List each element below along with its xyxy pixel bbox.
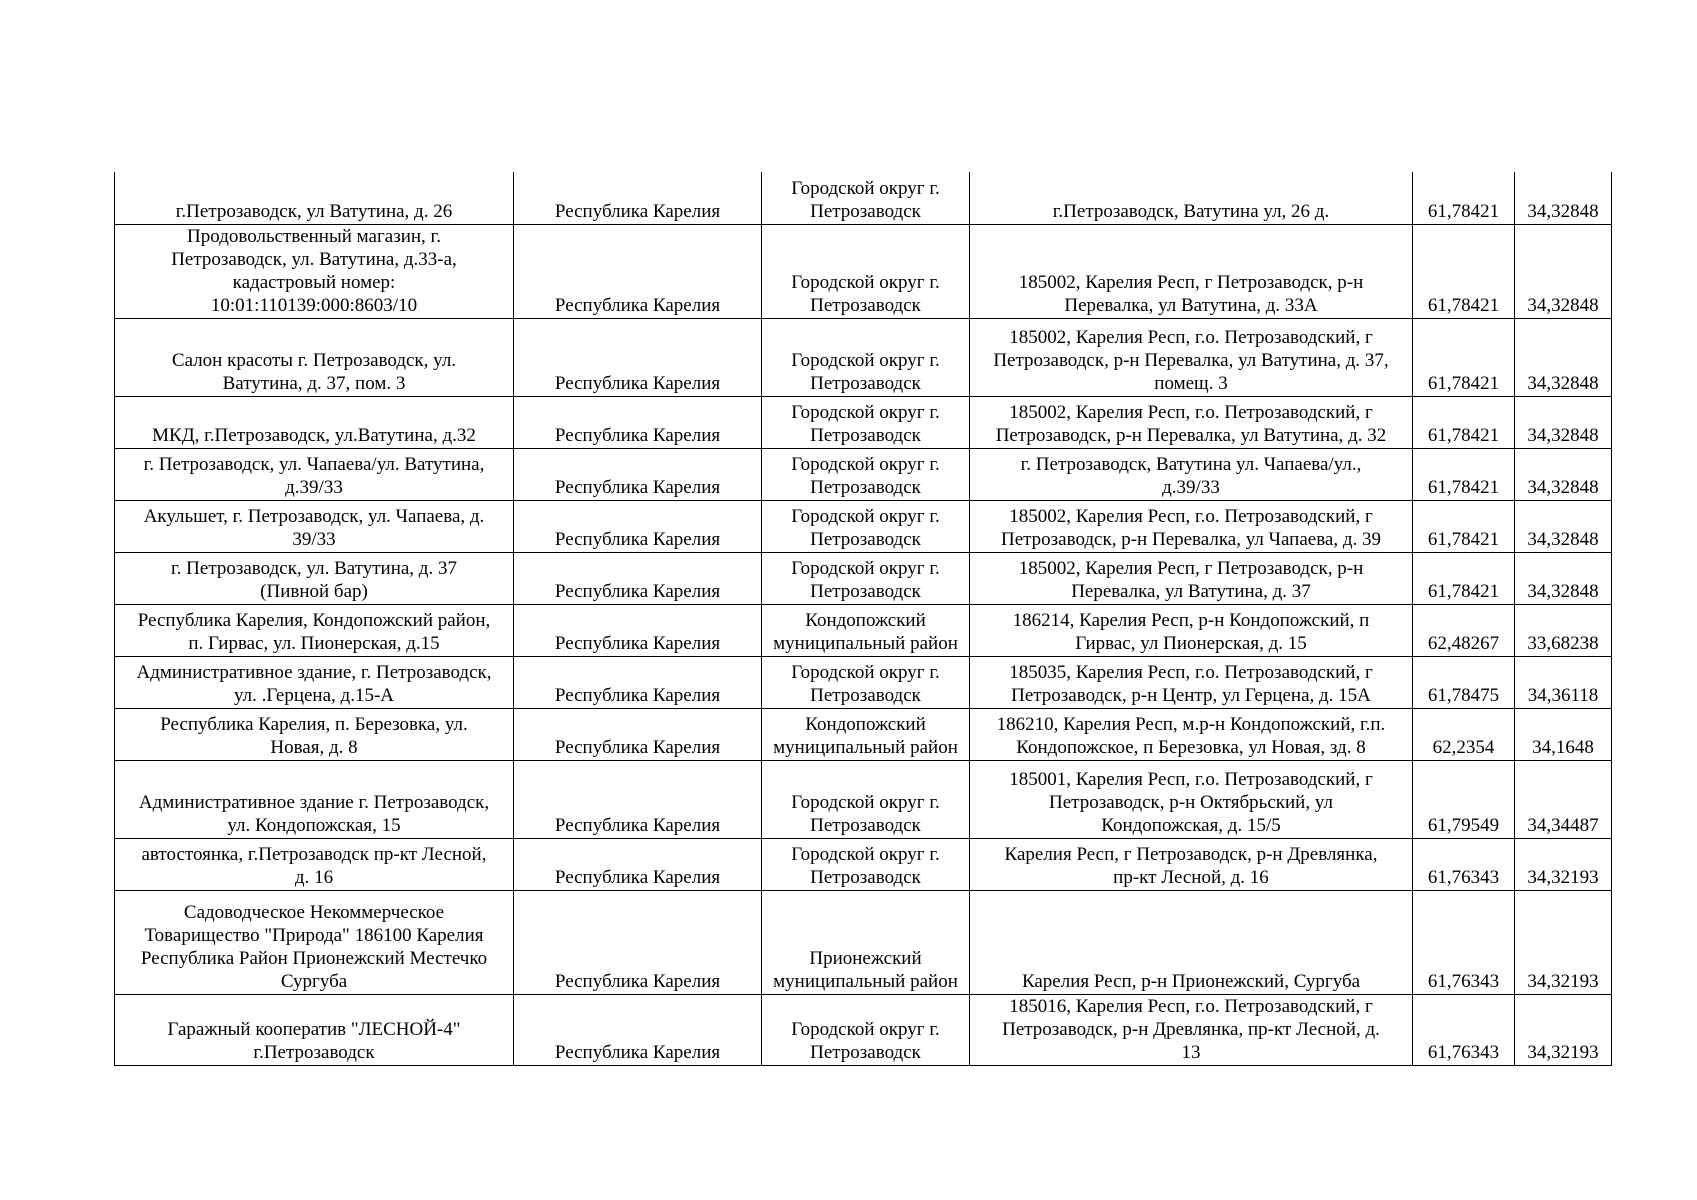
address-cell: Карелия Респ, г Петрозаводск, р-н Древлянка, пр-кт Лесной, д. 16 bbox=[970, 838, 1413, 890]
region-cell: Республика Карелия bbox=[514, 708, 762, 760]
latitude-cell: 61,78421 bbox=[1413, 172, 1515, 224]
table-row bbox=[115, 994, 1612, 1065]
region-cell: Республика Карелия bbox=[514, 656, 762, 708]
table-row bbox=[115, 500, 1612, 552]
region-cell: Республика Карелия bbox=[514, 552, 762, 604]
address-cell: 185002, Карелия Респ, г Петрозаводск, р-н Перевалка, ул Ватутина, д. 37 bbox=[970, 552, 1413, 604]
address-cell: 185002, Карелия Респ, г.о. Петрозаводский, г Петрозаводск, р-н Перевалка, ул Чапаева, д. 39 bbox=[970, 500, 1413, 552]
municipality-cell: Городской округ г. Петрозаводск bbox=[762, 500, 970, 552]
table-row bbox=[115, 552, 1612, 604]
latitude-cell: 61,78421 bbox=[1413, 552, 1515, 604]
municipality-cell: Городской округ г. Петрозаводск bbox=[762, 396, 970, 448]
longitude-cell: 34,32848 bbox=[1515, 172, 1612, 224]
table-row bbox=[115, 760, 1612, 838]
latitude-cell: 61,78475 bbox=[1413, 656, 1515, 708]
municipality-cell: Городской округ г. Петрозаводск bbox=[762, 224, 970, 318]
region-cell: Республика Карелия bbox=[514, 604, 762, 656]
latitude-cell: 61,78421 bbox=[1413, 318, 1515, 396]
latitude-cell: 61,78421 bbox=[1413, 500, 1515, 552]
table-row bbox=[115, 172, 1612, 224]
table-row bbox=[115, 890, 1612, 994]
municipality-cell: Городской округ г. Петрозаводск bbox=[762, 318, 970, 396]
address-cell: 185002, Карелия Респ, г.о. Петрозаводский, г Петрозаводск, р-н Перевалка, ул Ватутина, д. 37, помещ. 3 bbox=[970, 318, 1413, 396]
municipality-cell: Прионежский муниципальный район bbox=[762, 890, 970, 994]
region-cell: Республика Карелия bbox=[514, 448, 762, 500]
locations-table bbox=[114, 172, 1612, 1066]
object-name-cell: г. Петрозаводск, ул. Чапаева/ул. Ватутина, д.39/33 bbox=[115, 448, 514, 500]
address-cell: Карелия Респ, р-н Прионежский, Сургуба bbox=[970, 890, 1413, 994]
address-cell: 185002, Карелия Респ, г Петрозаводск, р-н Перевалка, ул Ватутина, д. 33А bbox=[970, 224, 1413, 318]
object-name-cell: Продовольственный магазин, г. Петрозаводск, ул. Ватутина, д.33-а, кадастровый номер: 10:01:110139:000:8603/10 bbox=[115, 224, 514, 318]
object-name-cell: г. Петрозаводск, ул. Ватутина, д. 37 (Пивной бар) bbox=[115, 552, 514, 604]
latitude-cell: 61,76343 bbox=[1413, 890, 1515, 994]
latitude-cell: 61,76343 bbox=[1413, 994, 1515, 1065]
longitude-cell: 34,32848 bbox=[1515, 500, 1612, 552]
latitude-cell: 62,2354 bbox=[1413, 708, 1515, 760]
table-row bbox=[115, 656, 1612, 708]
object-name-cell: Административное здание, г. Петрозаводск, ул. .Герцена, д.15-А bbox=[115, 656, 514, 708]
address-cell: 185016, Карелия Респ, г.о. Петрозаводский, г Петрозаводск, р-н Древлянка, пр-кт Лесной, д. 13 bbox=[970, 994, 1413, 1065]
object-name-cell: Салон красоты г. Петрозаводск, ул. Ватутина, д. 37, пом. 3 bbox=[115, 318, 514, 396]
region-cell: Республика Карелия bbox=[514, 500, 762, 552]
object-name-cell: МКД, г.Петрозаводск, ул.Ватутина, д.32 bbox=[115, 396, 514, 448]
table-row bbox=[115, 708, 1612, 760]
region-cell: Республика Карелия bbox=[514, 396, 762, 448]
longitude-cell: 34,32193 bbox=[1515, 890, 1612, 994]
longitude-cell: 34,34487 bbox=[1515, 760, 1612, 838]
address-cell: 185001, Карелия Респ, г.о. Петрозаводский, г Петрозаводск, р-н Октябрьский, ул Кондопожская, д. 15/5 bbox=[970, 760, 1413, 838]
object-name-cell: Садоводческое Некоммерческое Товарищество "Природа" 186100 Карелия Республика Район Прионежский Местечко Сургуба bbox=[115, 890, 514, 994]
address-cell: г.Петрозаводск, Ватутина ул, 26 д. bbox=[970, 172, 1413, 224]
object-name-cell: Акульшет, г. Петрозаводск, ул. Чапаева, д. 39/33 bbox=[115, 500, 514, 552]
latitude-cell: 62,48267 bbox=[1413, 604, 1515, 656]
municipality-cell: Городской округ г. Петрозаводск bbox=[762, 448, 970, 500]
municipality-cell: Городской округ г. Петрозаводск bbox=[762, 172, 970, 224]
latitude-cell: 61,78421 bbox=[1413, 224, 1515, 318]
region-cell: Республика Карелия bbox=[514, 172, 762, 224]
region-cell: Республика Карелия bbox=[514, 318, 762, 396]
longitude-cell: 34,36118 bbox=[1515, 656, 1612, 708]
object-name-cell: Республика Карелия, Кондопожский район, п. Гирвас, ул. Пионерская, д.15 bbox=[115, 604, 514, 656]
longitude-cell: 34,32848 bbox=[1515, 224, 1612, 318]
municipality-cell: Городской округ г. Петрозаводск bbox=[762, 838, 970, 890]
longitude-cell: 33,68238 bbox=[1515, 604, 1612, 656]
table-row bbox=[115, 838, 1612, 890]
longitude-cell: 34,32848 bbox=[1515, 448, 1612, 500]
municipality-cell: Городской округ г. Петрозаводск bbox=[762, 994, 970, 1065]
latitude-cell: 61,78421 bbox=[1413, 396, 1515, 448]
table-row bbox=[115, 318, 1612, 396]
municipality-cell: Городской округ г. Петрозаводск bbox=[762, 552, 970, 604]
longitude-cell: 34,1648 bbox=[1515, 708, 1612, 760]
longitude-cell: 34,32193 bbox=[1515, 838, 1612, 890]
municipality-cell: Городской округ г. Петрозаводск bbox=[762, 656, 970, 708]
object-name-cell: Республика Карелия, п. Березовка, ул. Новая, д. 8 bbox=[115, 708, 514, 760]
municipality-cell: Городской округ г. Петрозаводск bbox=[762, 760, 970, 838]
table-row bbox=[115, 396, 1612, 448]
municipality-cell: Кондопожский муниципальный район bbox=[762, 604, 970, 656]
latitude-cell: 61,78421 bbox=[1413, 448, 1515, 500]
latitude-cell: 61,79549 bbox=[1413, 760, 1515, 838]
table-row bbox=[115, 224, 1612, 318]
address-cell: г. Петрозаводск, Ватутина ул. Чапаева/ул., д.39/33 bbox=[970, 448, 1413, 500]
latitude-cell: 61,76343 bbox=[1413, 838, 1515, 890]
municipality-cell: Кондопожский муниципальный район bbox=[762, 708, 970, 760]
longitude-cell: 34,32848 bbox=[1515, 318, 1612, 396]
address-cell: 185002, Карелия Респ, г.о. Петрозаводский, г Петрозаводск, р-н Перевалка, ул Ватутина, д. 32 bbox=[970, 396, 1413, 448]
address-cell: 186210, Карелия Респ, м.р-н Кондопожский, г.п. Кондопожское, п Березовка, ул Новая, зд. 8 bbox=[970, 708, 1413, 760]
address-cell: 186214, Карелия Респ, р-н Кондопожский, п Гирвас, ул Пионерская, д. 15 bbox=[970, 604, 1413, 656]
longitude-cell: 34,32848 bbox=[1515, 396, 1612, 448]
region-cell: Республика Карелия bbox=[514, 890, 762, 994]
longitude-cell: 34,32848 bbox=[1515, 552, 1612, 604]
object-name-cell: Гаражный кооператив "ЛЕСНОЙ-4" г.Петрозаводск bbox=[115, 994, 514, 1065]
table-row bbox=[115, 448, 1612, 500]
object-name-cell: г.Петрозаводск, ул Ватутина, д. 26 bbox=[115, 172, 514, 224]
longitude-cell: 34,32193 bbox=[1515, 994, 1612, 1065]
region-cell: Республика Карелия bbox=[514, 994, 762, 1065]
object-name-cell: Административное здание г. Петрозаводск, ул. Кондопожская, 15 bbox=[115, 760, 514, 838]
region-cell: Республика Карелия bbox=[514, 760, 762, 838]
region-cell: Республика Карелия bbox=[514, 838, 762, 890]
table-body bbox=[115, 172, 1612, 1065]
region-cell: Республика Карелия bbox=[514, 224, 762, 318]
table-row bbox=[115, 604, 1612, 656]
address-cell: 185035, Карелия Респ, г.о. Петрозаводский, г Петрозаводск, р-н Центр, ул Герцена, д. 15А bbox=[970, 656, 1413, 708]
object-name-cell: автостоянка, г.Петрозаводск пр-кт Лесной, д. 16 bbox=[115, 838, 514, 890]
